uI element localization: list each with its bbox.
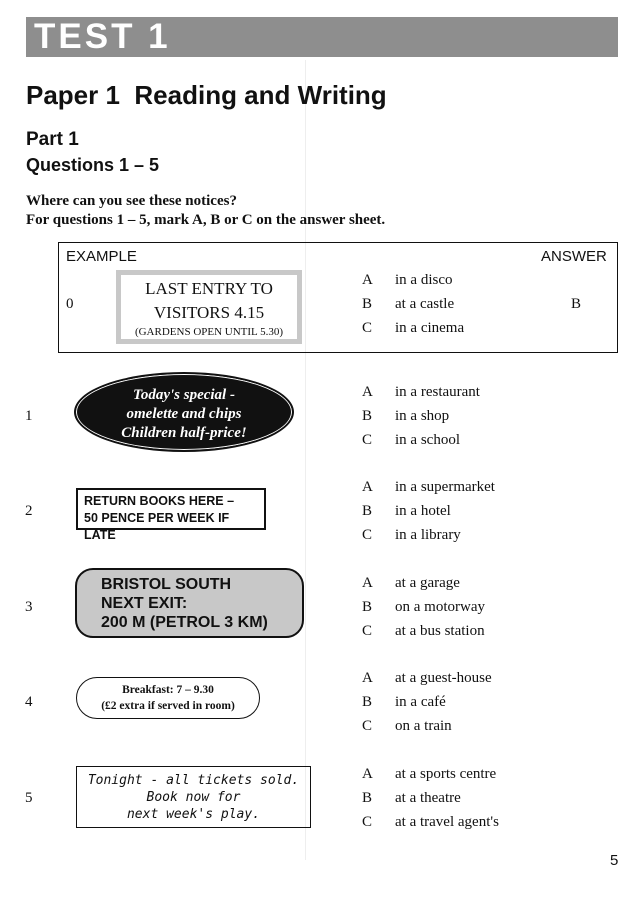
option-text: in a school	[395, 432, 460, 448]
option-text: at a bus station	[395, 623, 485, 639]
page-number: 5	[610, 852, 619, 869]
option-text: at a sports centre	[395, 766, 497, 782]
option-letter: A	[362, 479, 373, 495]
option-letter: A	[362, 272, 373, 288]
notice-line: Book now for	[146, 790, 241, 805]
notice-line: next week's play.	[126, 807, 261, 822]
notice-line: VISITORS 4.15	[153, 303, 265, 322]
test-banner	[26, 17, 618, 57]
option-letter: A	[362, 670, 373, 686]
option-letter: B	[362, 296, 373, 312]
notice-line: 200 M (PETROL 3 KM)	[101, 614, 268, 631]
option-letter: C	[362, 718, 373, 734]
notice-line: omelette and chips	[126, 406, 242, 422]
answer-label: ANSWER	[541, 248, 607, 265]
option-text: in a hotel	[395, 503, 451, 519]
option-letter: B	[362, 503, 373, 519]
option-letter: A	[362, 766, 373, 782]
notice-line: (GARDENS OPEN UNTIL 5.30)	[134, 326, 284, 338]
notice-line: Tonight - all tickets sold.	[87, 773, 300, 788]
question-number: 1	[25, 408, 33, 424]
option-text: in a shop	[395, 408, 450, 424]
notice-line: LAST ENTRY TO	[145, 279, 273, 298]
bleed-through-line	[305, 60, 306, 860]
example-notice	[116, 270, 302, 344]
option-letter: C	[362, 623, 373, 639]
notice-line: Today's special -	[133, 387, 235, 403]
example-answer: B	[571, 296, 582, 312]
notice-line: Breakfast: 7 – 9.30	[122, 684, 214, 696]
option-text: on a train	[395, 718, 452, 734]
option-text: at a castle	[395, 296, 455, 312]
notice-line: 50 PENCE PER WEEK IF LATE	[84, 511, 230, 542]
option-text: in a supermarket	[395, 479, 495, 495]
paper-title: Paper 1 Reading and Writing	[26, 80, 387, 110]
option-letter: B	[362, 599, 373, 615]
notice-oval-restaurant	[74, 372, 294, 452]
option-letter: C	[362, 527, 373, 543]
notice-line: RETURN BOOKS HERE –	[84, 494, 235, 508]
notice-line: Children half-price!	[121, 425, 247, 441]
notice-tickets	[76, 766, 311, 828]
instruction-line-2: For questions 1 – 5, mark A, B or C on the answer sheet.	[26, 212, 386, 228]
option-text: at a guest-house	[395, 670, 492, 686]
option-text: in a cinema	[395, 320, 465, 336]
option-text: on a motorway	[395, 599, 485, 615]
option-text: at a garage	[395, 575, 460, 591]
notice-line: NEXT EXIT:	[101, 595, 188, 612]
option-text: in a disco	[395, 272, 453, 288]
question-number: 3	[25, 599, 33, 615]
option-text: at a theatre	[395, 790, 461, 806]
option-letter: A	[362, 384, 373, 400]
option-letter: B	[362, 790, 373, 806]
option-letter: C	[362, 814, 373, 830]
option-text: in a restaurant	[395, 384, 480, 400]
notice-line: BRISTOL SOUTH	[101, 576, 232, 593]
test-banner-title: TEST 1	[34, 17, 171, 56]
notice-library-sign	[76, 488, 266, 542]
option-text: at a travel agent's	[395, 814, 499, 830]
option-text: in a café	[395, 694, 446, 710]
option-letter: A	[362, 575, 373, 591]
example-number: 0	[66, 296, 74, 312]
option-letter: C	[362, 320, 373, 336]
part-heading: Part 1	[26, 129, 79, 150]
option-text: in a library	[395, 527, 461, 543]
question-number: 4	[25, 694, 33, 710]
question-number: 5	[25, 790, 33, 806]
option-letter: B	[362, 408, 373, 424]
notice-breakfast	[76, 677, 260, 719]
questions-heading: Questions 1 – 5	[26, 155, 160, 175]
option-letter: B	[362, 694, 373, 710]
option-letter: C	[362, 432, 373, 448]
instruction-line-1: Where can you see these notices?	[26, 193, 237, 209]
question-number: 2	[25, 503, 33, 519]
example-label: EXAMPLE	[66, 248, 137, 265]
notice-road-sign	[75, 568, 304, 638]
notice-line: (£2 extra if served in room)	[101, 700, 235, 712]
